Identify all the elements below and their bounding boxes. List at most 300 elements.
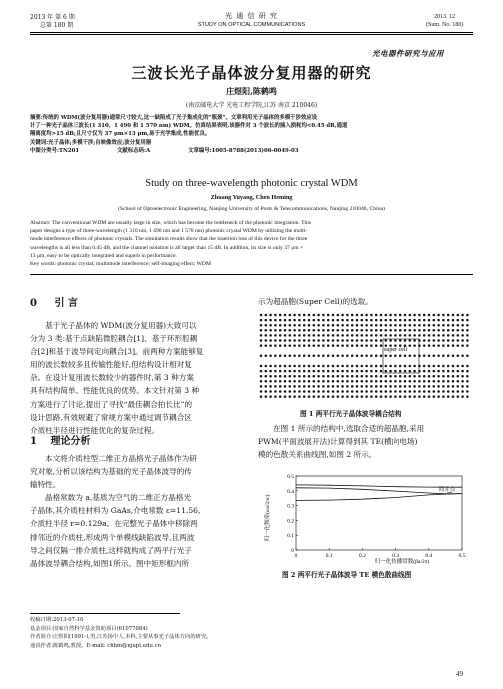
lattice-rod [365,324,368,327]
lattice-rod [265,334,268,337]
lattice-rod [361,390,364,393]
lattice-rod [356,339,359,342]
abstract-cn-line: 计了一种光子晶体三波长(1 310、1 490 和 1 570 nm) WDM。仿真结果表明,该器件对 3 个波长的插入损耗均<0.45 dB,通道 [30,123,348,130]
lattice-rod [327,334,330,337]
lattice-rod [404,370,407,373]
paragraph-line: 基于光子晶体的 WDM(波分复用器)大致可以 [45,321,197,330]
lattice-rod [341,329,344,332]
lattice-rod [284,370,287,373]
lattice-rod [265,344,268,347]
y-tick-label: 0.3 [287,503,294,510]
lattice-rod [361,334,364,337]
lattice-rod [437,355,440,358]
abstract-en-line: mode interference effects of photonic crystals. The simulation results show that the insertion loss of this device for the three [30,236,308,243]
lattice-rod [413,355,416,358]
lattice-rod [461,390,464,393]
lattice-rod [423,339,426,342]
lattice-rod [279,370,282,373]
lattice-rod [423,334,426,337]
lattice-rod [308,355,311,358]
lattice-rod [428,314,431,317]
lattice-rod [327,365,330,368]
lattice-rod [298,339,301,342]
lattice-rod [279,365,282,368]
lattice-rod [380,365,383,368]
lattice-rod [394,385,397,388]
lattice-rod [428,395,431,398]
lattice-rod [346,380,349,383]
lattice-rod [317,365,320,368]
lattice-rod [279,380,282,383]
lattice-rod [418,314,421,317]
lattice-rod [332,375,335,378]
lattice-rod [317,319,320,322]
lattice-rod [303,324,306,327]
lattice-rod [322,375,325,378]
lattice-rod [385,375,388,378]
lattice-rod [394,365,397,368]
lattice-rod [370,334,373,337]
lattice-rod [279,375,282,378]
lattice-rod [461,314,464,317]
lattice-rod [365,329,368,332]
lattice-rod [260,395,263,398]
lattice-rod [461,319,464,322]
lattice-rod [332,365,335,368]
paragraph-line: 介质柱半径 r=0.129a。在完整光子晶体中移除两 [30,519,198,529]
lattice-rod [365,339,368,342]
lattice-rod [380,324,383,327]
lattice-rod [413,375,416,378]
lattice-rod [351,390,354,393]
lattice-rod [327,370,330,373]
article-number: 文章编号:1005-8788(2013)06-0049-03 [188,147,299,154]
lattice-rod [437,365,440,368]
paragraph-line: 在图 1 所示的结构中,选取合适的超晶胞,采用 [273,424,425,433]
lattice-rod [428,329,431,332]
lattice-rod [389,375,392,378]
lattice-rod [389,314,392,317]
lattice-rods [260,314,469,398]
lattice-rod [433,355,436,358]
lattice-rod [418,375,421,378]
lattice-rod [447,385,450,388]
lattice-rod [452,385,455,388]
lattice-rod [466,319,469,322]
lattice-rod [389,324,392,327]
lattice-rod [394,395,397,398]
lattice-rod [409,380,412,383]
lattice-rod [428,355,431,358]
lattice-rod [418,390,421,393]
lattice-rod [457,324,460,327]
lattice-rod [433,319,436,322]
lattice-rod [298,355,301,358]
lattice-rod [413,319,416,322]
lattice-rod [399,365,402,368]
lattice-rod [375,329,378,332]
lattice-rod [413,385,416,388]
lattice-rod [370,365,373,368]
lattice-rod [399,319,402,322]
lattice-rod [423,365,426,368]
lattice-rod [370,314,373,317]
lattice-rod [466,395,469,398]
lattice-rod [313,375,316,378]
lattice-rod [274,355,277,358]
lattice-rod [298,395,301,398]
lattice-rod [389,339,392,342]
lattice-rod [361,339,364,342]
lattice-rod [380,390,383,393]
lattice-rod [394,319,397,322]
lattice-rod [322,385,325,388]
lattice-rod [370,385,373,388]
lattice-rod [356,365,359,368]
lattice-rod [298,314,301,317]
section-0-body [30,319,242,437]
lattice-rod [313,339,316,342]
lattice-rod [466,314,469,317]
lattice-rod [284,334,287,337]
lattice-rod [289,370,292,373]
lattice-rod [313,324,316,327]
lattice-rod [418,324,421,327]
lattice-rod [404,319,407,322]
figure-2-chart [262,470,472,565]
figure-1-lattice [258,311,470,401]
lattice-rod [380,314,383,317]
lattice-rod [437,380,440,383]
lattice-rod [308,380,311,383]
lattice-rod [289,365,292,368]
lattice-rod [351,380,354,383]
lattice-rod [298,375,301,378]
x-tick-label: 0 [294,553,298,559]
lattice-rod [442,314,445,317]
lattice-rod [442,390,445,393]
lattice-rod [279,344,282,347]
lattice-rod [466,380,469,383]
paragraph-line: 本文将介质柱型二维正方晶格光子晶体作为研 [45,454,197,463]
lattice-rod [409,390,412,393]
lattice-rod [289,314,292,317]
lattice-rod [260,324,263,327]
paragraph-line: 晶体波导耦合结构,如图1所示。图中矩形框内所 [30,558,190,568]
lattice-rod [313,329,316,332]
lattice-rod [461,370,464,373]
lattice-rod [260,365,263,368]
lattice-rod [322,390,325,393]
lattice-rod [404,380,407,383]
lattice-rod [327,395,330,398]
lattice-rod [274,329,277,332]
lattice-rod [452,344,455,347]
lattice-rod [365,355,368,358]
lattice-rod [428,380,431,383]
lattice-rod [346,390,349,393]
lattice-rod [356,334,359,337]
lattice-rod [423,355,426,358]
lattice-rod [303,319,306,322]
lattice-rod [303,339,306,342]
lattice-rod [265,370,268,373]
lattice-rod [409,355,412,358]
y-tick-label: 0.5 [287,474,294,480]
footnotes [30,616,212,650]
lattice-rod [361,324,364,327]
lattice-rod [308,339,311,342]
lattice-rod [437,385,440,388]
lattice-rod [413,395,416,398]
lattice-rod [394,339,397,342]
lattice-rod [293,370,296,373]
abstract-cn-line: 摘要:传统的 WDM(波分复用器)通常尺寸较大,这一缺陷成了光子集成化的“瓶颈”。文章利用光子晶体的多模干涉效应设 [30,115,318,121]
lattice-rod [341,314,344,317]
lattice-rod [341,334,344,337]
lattice-rod [284,319,287,322]
lattice-rod [457,370,460,373]
lattice-rod [361,365,364,368]
lattice-rod [260,334,263,337]
lattice-rod [375,339,378,342]
lattice-rod [269,395,272,398]
figure-2-caption: 图 2 两平行光子晶体波导 TE 模色散曲线图 [282,571,412,579]
lattice-rod [409,344,412,347]
lattice-rod [269,370,272,373]
paragraph-line: 子晶体,其介质柱材料为 GaAs,介电常数 ε=11.56, [30,506,201,516]
lattice-rod [313,390,316,393]
lattice-rod [303,380,306,383]
lattice-rod [351,334,354,337]
lattice-rod [289,324,292,327]
lattice-rod [380,329,383,332]
lattice-rod [260,390,263,393]
lattice-rod [265,324,268,327]
lattice-rod [409,329,412,332]
lattice-rod [341,344,344,347]
section-0-number: 0 [30,298,37,309]
section-0-heading [30,294,78,309]
degenerate-point-label: 简并点 [438,486,456,493]
lattice-rod [293,324,296,327]
lattice-rod [466,329,469,332]
abstract-en-line: 13 μm, easy to be optically integrated and superb in performance. [30,252,177,259]
lattice-rod [452,370,455,373]
lattice-rod [413,380,416,383]
lattice-rod [461,329,464,332]
lattice-rod [274,324,277,327]
x-tick-label: 0.2 [358,553,366,559]
lattice-rod [332,395,335,398]
lattice-rod [289,395,292,398]
lattice-rod [341,339,344,342]
lattice-rod [317,380,320,383]
lattice-rod [442,380,445,383]
lattice-rod [351,355,354,358]
lattice-rod [389,390,392,393]
lattice-rod [322,329,325,332]
lattice-rod [457,334,460,337]
lattice-rod [293,329,296,332]
lattice-rod [418,355,421,358]
lattice-rod [404,334,407,337]
lattice-rod [409,324,412,327]
lattice-rod [346,324,349,327]
lattice-rod [341,385,344,388]
lattice-rod [452,395,455,398]
lattice-rod [313,395,316,398]
lattice-rod [351,365,354,368]
chart-plot [287,474,466,559]
lattice-rod [327,314,330,317]
series-line [296,485,462,487]
lattice-rod [385,355,388,358]
lattice-rod [361,355,364,358]
lattice-rod [322,334,325,337]
lattice-rod [380,375,383,378]
lattice-rod [461,385,464,388]
lattice-rod [442,324,445,327]
lattice-rod [375,314,378,317]
lattice-rod [437,319,440,322]
section-1-title: 理论分析 [50,436,91,447]
header-total-left: 总第 180 期 [40,22,74,29]
lattice-rod [389,395,392,398]
lattice-rod [269,339,272,342]
lattice-rod [260,370,263,373]
lattice-rod [337,324,340,327]
right-column-top-line: 示为超晶胞(Super Cell)的选取。 [258,297,373,306]
lattice-rod [385,390,388,393]
lattice-rod [452,380,455,383]
lattice-rod [284,329,287,332]
lattice-rod [399,385,402,388]
lattice-rod [269,365,272,368]
lattice-rod [380,334,383,337]
x-tick-label: 0.5 [458,553,466,559]
lattice-rod [370,329,373,332]
lattice-rod [423,344,426,347]
lattice-rod [351,314,354,317]
lattice-rod [298,385,301,388]
lattice-rod [341,390,344,393]
lattice-rod [399,380,402,383]
lattice-rod [341,365,344,368]
lattice-rod [457,380,460,383]
lattice-rod [279,355,282,358]
lattice-rod [437,375,440,378]
lattice-rod [433,380,436,383]
lattice-rod [298,380,301,383]
lattice-rod [413,334,416,337]
lattice-rod [356,314,359,317]
lattice-rod [423,395,426,398]
lattice-rod [418,319,421,322]
lattice-rod [457,375,460,378]
lattice-rod [284,390,287,393]
lattice-rod [437,324,440,327]
lattice-rod [317,324,320,327]
lattice-rod [442,395,445,398]
lattice-rod [308,385,311,388]
lattice-rod [409,334,412,337]
lattice-rod [394,314,397,317]
lattice-rod [322,314,325,317]
lattice-rod [370,395,373,398]
lattice-rod [428,385,431,388]
lattice-rod [423,329,426,332]
lattice-rod [298,365,301,368]
lattice-rod [365,319,368,322]
lattice-rod [409,385,412,388]
lattice-rod [461,324,464,327]
lattice-rod [447,314,450,317]
lattice-rod [289,355,292,358]
lattice-rod [404,314,407,317]
lattice-rod [466,390,469,393]
lattice-rod [466,334,469,337]
lattice-rod [365,365,368,368]
lattice-rod [274,370,277,373]
lattice-rod [269,380,272,383]
lattice-rod [313,380,316,383]
lattice-rod [346,385,349,388]
paragraph-line: 用的波长数较多且传输性能好,但结构设计相对复 [30,360,192,370]
lattice-rod [375,390,378,393]
lattice-rod [303,329,306,332]
lattice-rod [332,334,335,337]
lattice-rod [399,324,402,327]
lattice-rod [341,395,344,398]
lattice-rod [399,329,402,332]
lattice-rod [308,370,311,373]
lattice-rod [461,334,464,337]
chart-y-label: 归一化频率(ωa/2πc) [265,494,271,542]
document-code: 文献标志码:A [117,147,151,154]
lattice-rod [447,380,450,383]
lattice-rod [433,385,436,388]
lattice-rod [322,344,325,347]
authors-en: Zhuang Yuyang, Chen Heming [210,194,293,201]
lattice-rod [466,344,469,347]
paragraph-line: 究对象,分析以该结构为基础的光子晶体波导的传 [30,467,192,477]
lattice-rod [365,380,368,383]
lattice-rod [265,329,268,332]
y-tick-label: 0.4 [287,488,294,495]
paragraph-line: 方案进行了讨论,提出了寻找“最佳耦合拍长比”的 [30,399,193,409]
x-tick-label: 0.3 [392,553,400,559]
lattice-rod [260,344,263,347]
series-line [296,488,462,494]
lattice-rod [317,339,320,342]
lattice-rod [447,339,450,342]
lattice-rod [423,375,426,378]
lattice-rod [356,380,359,383]
lattice-rod [418,344,421,347]
lattice-rod [293,375,296,378]
lattice-rod [317,385,320,388]
lattice-rod [385,319,388,322]
lattice-rod [346,395,349,398]
lattice-rod [303,375,306,378]
lattice-rod [404,385,407,388]
paragraph-line: 模的色散关系曲线图,如图 2 所示。 [258,450,377,460]
lattice-rod [317,344,320,347]
lattice-rod [399,334,402,337]
lattice-rod [293,380,296,383]
lattice-rod [433,314,436,317]
